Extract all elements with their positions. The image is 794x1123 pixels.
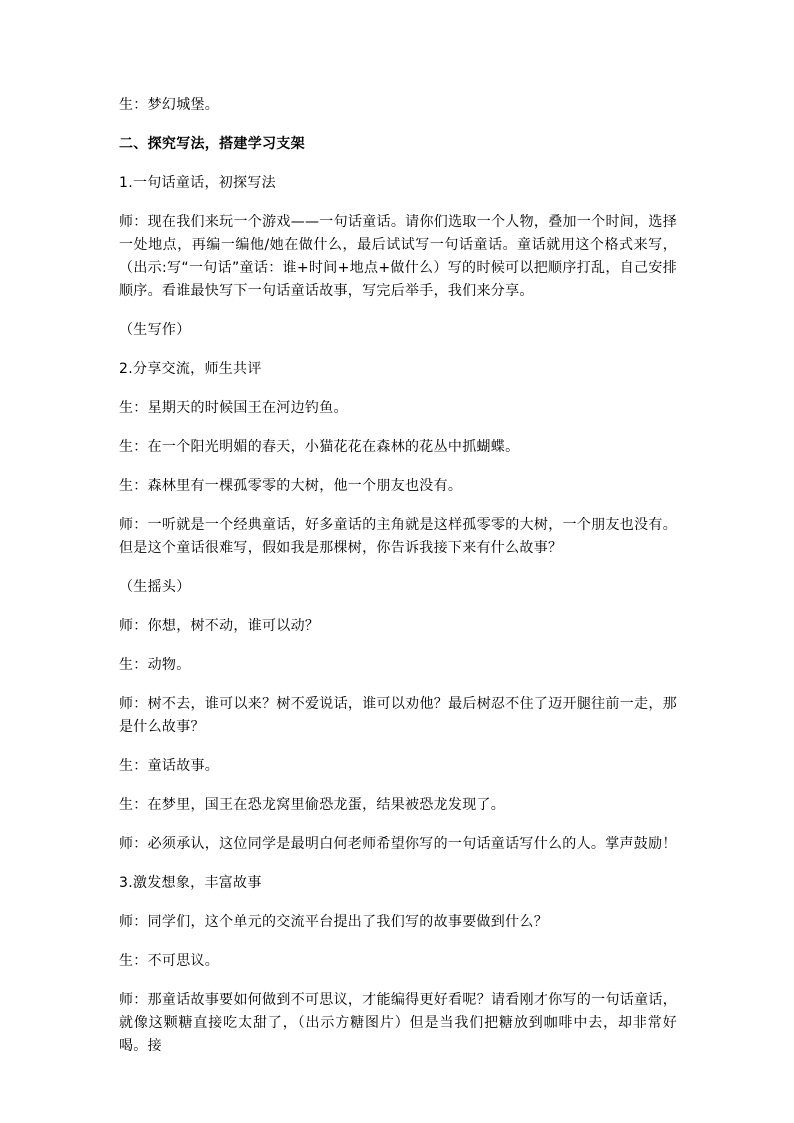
paragraph: 生：星期天的时候国王在河边钓鱼。 — [119, 400, 348, 416]
paragraph: （生摇头） — [119, 579, 191, 595]
paragraph: 生：动物。 — [119, 657, 191, 673]
paragraph: （生写作） — [119, 322, 191, 338]
paragraph: 生：在一个阳光明媚的春天，小猫花花在森林的花丛中抓蝴蝶。 — [119, 439, 520, 455]
paragraph: 生：森林里有一棵孤零零的大树，他一个朋友也没有。 — [119, 478, 463, 494]
paragraph: 师：树不去，谁可以来？树不爱说话，谁可以劝他？最后树忍不住了迈开腿往前一走，那是什么故事？ — [119, 696, 677, 735]
paragraph: 师：你想，树不动，谁可以动？ — [119, 618, 320, 634]
document-body — [119, 94, 677, 1074]
paragraph: 生：在梦里，国王在恐龙窝里偷恐龙蛋，结果被恐龙发现了。 — [119, 797, 506, 813]
subsection-heading: 2.分享交流，师生共评 — [119, 361, 262, 377]
paragraph: 师：必须承认，这位同学是最明白何老师希望你写的一句话童话写什么的人。掌声鼓励！ — [119, 836, 677, 852]
paragraph: 生：不可思议。 — [119, 953, 220, 969]
paragraph: 师：现在我们来玩一个游戏——一句话童话。请你们选取一个人物，叠加一个时间，选择一处地点，再编一编他/她在做什么，最后试试写一句话童话。童话就用这个格式来写，（出示:写“一句话”童话：谁+时间+地点+做什么）写的时候可以把顺序打乱，自己安排顺序。看谁最快写下一句话童话故事，写完后举手，我们来分享。 — [119, 214, 677, 299]
subsection-heading: 1.一句话童话，初探写法 — [119, 175, 276, 191]
paragraph: 生：童话故事。 — [119, 758, 220, 774]
paragraph: 师：同学们，这个单元的交流平台提出了我们写的故事要做到什么？ — [119, 914, 548, 930]
section-heading: 二、探究写法，搭建学习支架 — [119, 136, 305, 152]
paragraph: 师：一听就是一个经典童话，好多童话的主角就是这样孤零零的大树，一个朋友也没有。但是这个童话很难写，假如我是那棵树，你告诉我接下来有什么故事？ — [119, 517, 677, 556]
paragraph: 师：那童话故事要如何做到不可思议，才能编得更好看呢？请看刚才你写的一句话童话，就像这颗糖直接吃太甜了，（出示方糖图片）但是当我们把糖放到咖啡中去，却非常好喝。接 — [119, 992, 677, 1054]
paragraph: 生：梦幻城堡。 — [119, 97, 220, 113]
subsection-heading: 3.激发想象，丰富故事 — [119, 875, 262, 891]
